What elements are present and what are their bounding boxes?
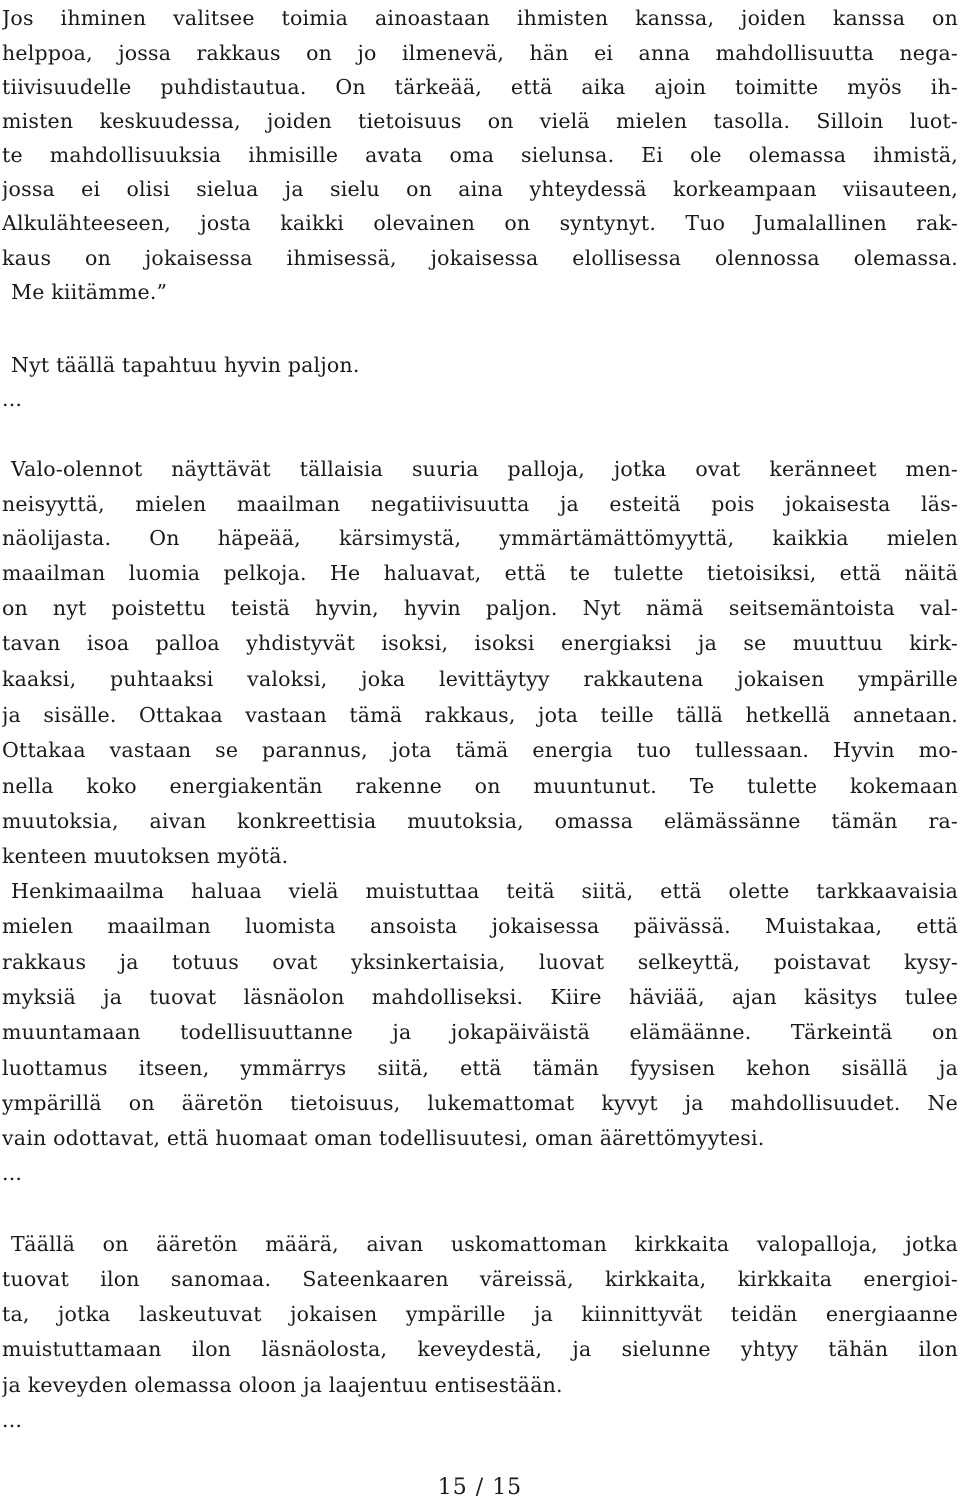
text-line: ja sisälle. Ottakaa vastaan tämä rakkaus, jota teille tällä hetkellä annetaan. xyxy=(2,703,958,727)
text-line: te mahdollisuuksia ihmisille avata oma sielunsa. Ei ole olemassa ihmistä, xyxy=(2,143,958,167)
text-line: nella koko energiakentän rakenne on muuntunut. Te tulette kokemaan xyxy=(2,774,958,798)
text-line: maailman luomia pelkoja. He haluavat, että te tulette tietoisiksi, että näitä xyxy=(2,561,958,585)
text-line: Henkimaailma haluaa vielä muistuttaa teitä siitä, että olette tarkkaavaisia xyxy=(11,879,958,903)
text-line: Täällä on ääretön määrä, aivan uskomattoman kirkkaita valopalloja, jotka xyxy=(11,1232,958,1256)
text-line: mielen maailman luomista ansoista jokaisessa päivässä. Muistakaa, että xyxy=(2,914,958,938)
text-line: Alkulähteeseen, josta kaikki olevainen on syntynyt. Tuo Jumalallinen rak- xyxy=(2,211,958,235)
text-line: muuntamaan todellisuuttanne ja jokapäiväistä elämäänne. Tärkeintä on xyxy=(2,1020,958,1044)
text-line: ta, jotka laskeutuvat jokaisen ympärille ja kiinnittyvät teidän energiaanne xyxy=(2,1302,958,1326)
text-line: myksiä ja tuovat läsnäolon mahdolliseksi. Kiire häviää, ajan käsitys tulee xyxy=(2,985,958,1009)
text-line: ja keveyden olemassa oloon ja laajentuu entisestään. xyxy=(2,1373,563,1397)
text-line: vain odottavat, että huomaat oman todellisuutesi, oman äärettömyytesi. xyxy=(2,1126,765,1150)
ellipsis-separator: ... xyxy=(2,1408,23,1432)
text-line: Valo-olennot näyttävät tällaisia suuria palloja, jotka ovat keränneet men- xyxy=(11,457,958,481)
ellipsis-separator: ... xyxy=(2,387,23,411)
text-line: Nyt täällä tapahtuu hyvin paljon. xyxy=(11,353,360,377)
text-line: tavan isoa palloa yhdistyvät isoksi, isoksi energiaksi ja se muuttuu kirk- xyxy=(2,631,958,655)
text-line: tiivisuudelle puhdistautua. On tärkeää, että aika ajoin toimitte myös ih- xyxy=(2,75,958,99)
text-line: kaus on jokaisessa ihmisessä, jokaisessa elollisessa olennossa olemassa. xyxy=(2,246,958,270)
text-line: tuovat ilon sanomaa. Sateenkaaren väreissä, kirkkaita, kirkkaita energioi- xyxy=(2,1267,958,1291)
page-number: 15 / 15 xyxy=(437,1475,523,1500)
text-line: on nyt poistettu teistä hyvin, hyvin paljon. Nyt nämä seitsemäntoista val- xyxy=(2,596,958,620)
text-line: ympärillä on ääretön tietoisuus, lukemattomat kyvyt ja mahdollisuudet. Ne xyxy=(2,1091,958,1115)
text-line: muutoksia, aivan konkreettisia muutoksia, omassa elämässänne tämän ra- xyxy=(2,809,958,833)
text-line: Ottakaa vastaan se parannus, jota tämä energia tuo tullessaan. Hyvin mo- xyxy=(2,738,958,762)
text-line: näolijasta. On häpeää, kärsimystä, ymmärtämättömyyttä, kaikkia mielen xyxy=(2,526,958,550)
text-line: kaaksi, puhtaaksi valoksi, joka levittäytyy rakkautena jokaisen ympärille xyxy=(2,667,958,691)
text-line: kenteen muutoksen myötä. xyxy=(2,844,289,868)
text-line: Jos ihminen valitsee toimia ainoastaan ihmisten kanssa, joiden kanssa on xyxy=(2,6,958,30)
text-line: muistuttamaan ilon läsnäolosta, keveydestä, ja sielunne yhtyy tähän ilon xyxy=(2,1337,958,1361)
text-line: neisyyttä, mielen maailman negatiivisuutta ja esteitä pois jokaisesta läs- xyxy=(2,492,958,516)
text-line: rakkaus ja totuus ovat yksinkertaisia, luovat selkeyttä, poistavat kysy- xyxy=(2,950,958,974)
text-line: misten keskuudessa, joiden tietoisuus on vielä mielen tasolla. Silloin luot- xyxy=(2,109,958,133)
ellipsis-separator: ... xyxy=(2,1161,23,1185)
text-line: jossa ei olisi sielua ja sielu on aina yhteydessä korkeampaan viisauteen, xyxy=(2,177,958,201)
text-line: luottamus itseen, ymmärrys siitä, että tämän fyysisen kehon sisällä ja xyxy=(2,1056,958,1080)
text-line: Me kiitämme.” xyxy=(11,280,168,304)
text-line: helppoa, jossa rakkaus on jo ilmenevä, hän ei anna mahdollisuutta nega- xyxy=(2,41,958,65)
